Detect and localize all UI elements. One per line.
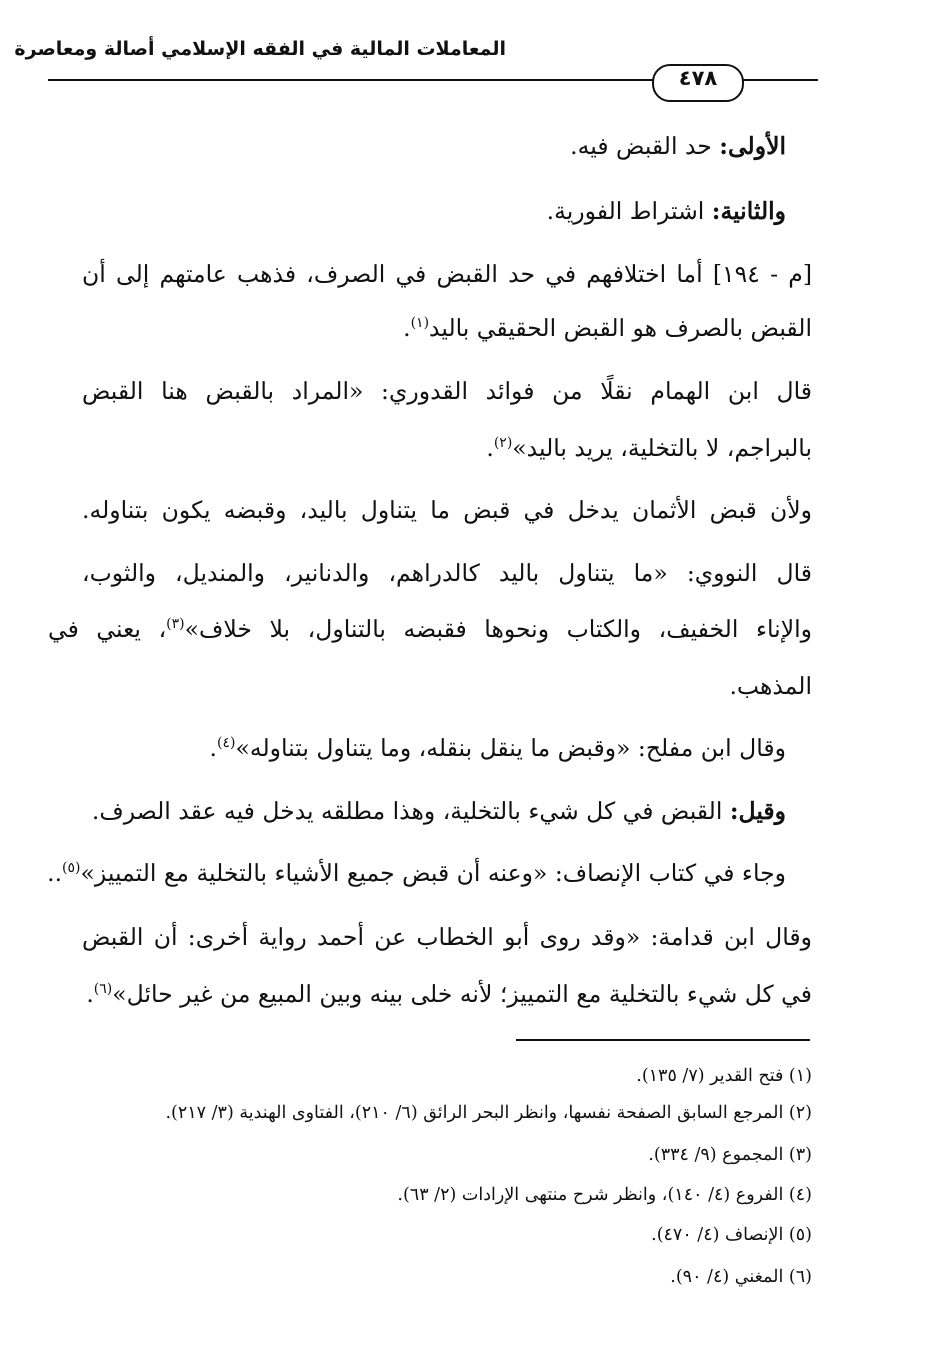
body-line-5: قال ابن الهمام نقلًا من فوائد القدوري: «المراد بالقبض هنا القبض	[82, 377, 812, 405]
footnote-ref: (٦)	[93, 981, 113, 998]
body-line-8: قال النووي: «ما يتناول باليد كالدراهم، والدنانير، والمنديل، والثوب،	[82, 559, 812, 587]
body-line-7: ولأن قبض الأثمان يدخل في قبض ما يتناول باليد، وقبضه يكون بتناوله.	[82, 496, 812, 524]
footnote-ref: (٢)	[493, 435, 513, 452]
item-lead: الأولى:	[719, 132, 786, 160]
body-line-15: في كل شيء بالتخلية مع التمييز؛ لأنه خلى بينه وبين المبيع من غير حائل»$^{(٦)}$.	[86, 980, 812, 1008]
footnote-5: (٥) الإنصاف (٤/ ٤٧٠).	[651, 1225, 812, 1245]
item-lead: وقيل:	[729, 797, 786, 825]
footnote-ref: (٤)	[217, 735, 236, 752]
footnote-4: (٤) الفروع (٤/ ١٤٠)، وانظر شرح منتهى الإرادات (٢/ ٦٣).	[397, 1185, 812, 1205]
footnote-6: (٦) المغني (٤/ ٩٠).	[670, 1267, 812, 1287]
body-line-6: بالبراجم، لا بالتخلية، يريد باليد»$^{(٢)}$.	[486, 434, 812, 462]
footnote-1: (١) فتح القدير (٧/ ١٣٥).	[636, 1066, 812, 1086]
body-line-14: وقال ابن قدامة: «وقد روى أبو الخطاب عن أحمد رواية أخرى: أن القبض	[82, 923, 812, 951]
body-line-11: وقال ابن مفلح: «وقبض ما ينقل بنقله، وما يتناول بتناوله»$^{(٤)}$.	[209, 734, 786, 762]
item-text: اشتراط الفورية.	[546, 197, 712, 225]
footnote-rule	[516, 1039, 810, 1041]
body-line-2	[48, 191, 786, 231]
footnote-ref: (٣)	[166, 616, 185, 633]
body-line-13: وجاء في كتاب الإنصاف: «وعنه أن قبض جميع الأشياء بالتخلية مع التمييز»$^{(٥)}$..	[47, 859, 786, 887]
item-text: حد القبض فيه.	[570, 132, 720, 160]
body-line-4: القبض بالصرف هو القبض الحقيقي باليد$^{(١)}$.	[403, 314, 812, 342]
body-line-1	[48, 126, 786, 166]
footnote-2: (٢) المرجع السابق الصفحة نفسها، وانظر البحر الرائق (٦/ ٢١٠)، الفتاوى الهندية (٣/ ٢١٧).	[165, 1103, 812, 1123]
footnote-ref: (١)	[410, 315, 430, 332]
item-lead: والثانية:	[711, 197, 786, 225]
body-line-12: وقيل: القبض في كل شيء بالتخلية، وهذا مطلقه يدخل فيه عقد الصرف.	[91, 797, 786, 825]
footnote-3: (٣) المجموع (٩/ ٣٣٤).	[648, 1145, 812, 1165]
running-title: المعاملات المالية في الفقه الإسلامي أصالة ومعاصرة	[14, 38, 506, 60]
body-line-9: والإناء الخفيف، والكتاب ونحوها فقبضه بالتناول، بلا خلاف»$^{(٣)}$، يعني في	[48, 615, 813, 643]
footnote-ref: (٥)	[62, 860, 81, 877]
page-number: ٤٧٨	[678, 66, 718, 90]
body-line-10: المذهب.	[729, 672, 812, 700]
body-line-3: [م - ١٩٤] أما اختلافهم في حد القبض في الصرف، فذهب عامتهم إلى أن	[82, 260, 812, 288]
